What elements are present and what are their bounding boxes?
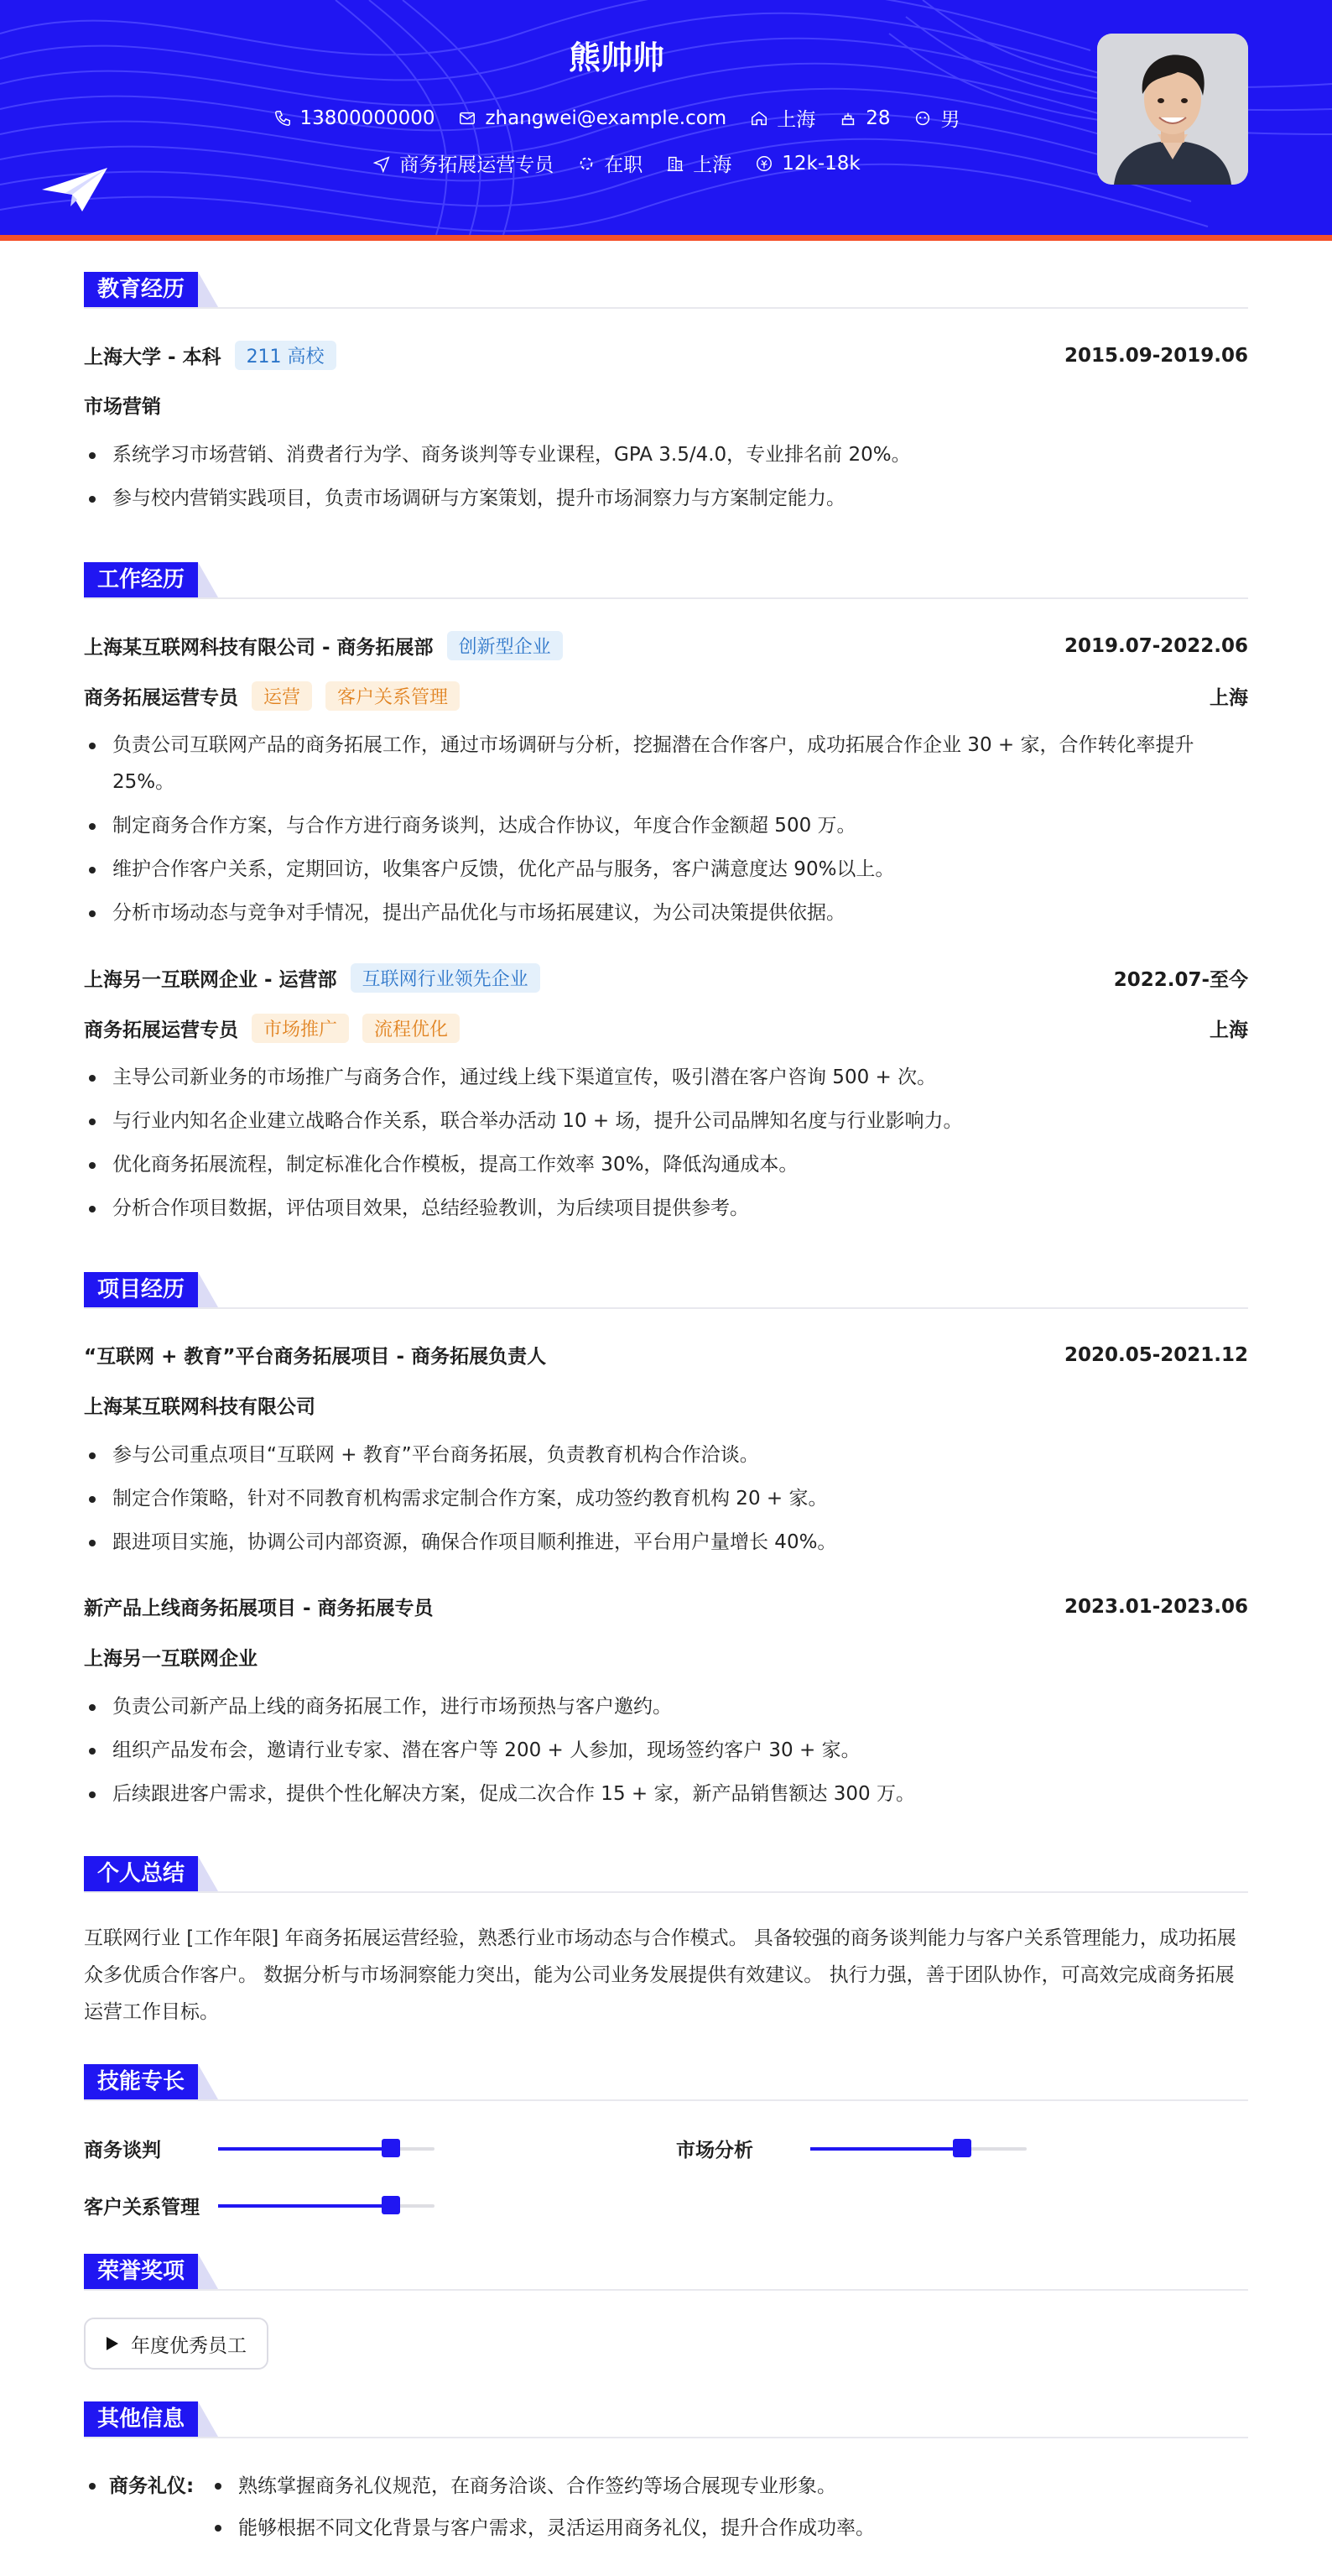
project-name: 新产品上线商务拓展项目 - 商务拓展专员 — [84, 1598, 434, 1619]
job-bullets — [84, 727, 1248, 938]
section-work-label: 工作经历 — [84, 562, 198, 597]
skill-level-knob — [382, 2139, 400, 2157]
job-date: 2019.07-2022.06 — [1064, 634, 1248, 657]
skill-item — [84, 2192, 434, 2219]
job-skill-tag: 运营 — [252, 681, 312, 711]
other-info-bullets — [210, 2465, 1248, 2549]
section-divider — [84, 597, 1248, 599]
section-other-label: 其他信息 — [84, 2401, 198, 2437]
status-text: 在职 — [604, 154, 643, 176]
gender-text: 男 — [940, 109, 960, 131]
section-summary-title — [84, 1856, 198, 1891]
job-skill-tag: 流程优化 — [362, 1014, 460, 1043]
job-bullets — [84, 1059, 1248, 1233]
job-skill-tag: 市场推广 — [252, 1014, 349, 1043]
project-org: 上海另一互联网企业 — [84, 1648, 258, 1670]
project-bullets — [84, 1688, 1248, 1819]
list-item: 负责公司互联网产品的商务拓展工作，通过市场调研与分析，挖掘潜在合作客户，成功拓展合作企业 30 + 家，合作转化率提升 25%。 — [84, 727, 1248, 800]
list-item: 制定合作策略，针对不同教育机构需求定制合作方案，成功签约教育机构 20 + 家。 — [84, 1480, 1248, 1517]
list-item: 制定商务合作方案，与合作方进行商务谈判，达成合作协议，年度合作金额超 500 万。 — [84, 807, 1248, 844]
mail-icon — [458, 109, 476, 128]
skill-level-bar — [810, 2147, 1027, 2151]
skill-level-fill — [810, 2147, 962, 2151]
building-icon — [666, 154, 684, 173]
list-item: 能够根据不同文化背景与客户需求，灵活运用商务礼仪，提升合作成功率。 — [210, 2507, 1248, 2549]
list-item: 分析市场动态与竞争对手情况，提出产品优化与市场拓展建议，为公司决策提供依据。 — [84, 894, 1248, 931]
candidate-name: 熊帅帅 — [568, 39, 664, 76]
cake-icon — [839, 109, 857, 128]
city-text: 上海 — [693, 154, 732, 176]
job-skill-tag: 客户关系管理 — [325, 681, 460, 711]
gender-info — [913, 104, 960, 132]
job-role-group — [84, 681, 460, 711]
avatar — [1097, 34, 1248, 185]
job-role: 商务拓展运营专员 — [84, 687, 238, 709]
list-item: 熟练掌握商务礼仪规范，在商务洽谈、合作签约等场合展现专业形象。 — [210, 2465, 1248, 2507]
paper-plane-icon — [40, 164, 109, 215]
list-item: 分析合作项目数据，评估项目效果，总结经验教训，为后续项目提供参考。 — [84, 1190, 1248, 1227]
section-projects-title — [84, 1272, 198, 1307]
project-header — [84, 1341, 1248, 1369]
project-name-group — [84, 1593, 434, 1620]
list-item: 负责公司新产品上线的商务拓展工作，进行市场预热与客户邀约。 — [84, 1688, 1248, 1725]
section-education-title — [84, 272, 198, 307]
section-summary-label: 个人总结 — [84, 1856, 198, 1891]
list-item: 参与校内营销实践项目，负责市场调研与方案策划，提升市场洞察力与方案制定能力。 — [84, 480, 1248, 517]
section-education-label: 教育经历 — [84, 272, 198, 307]
section-skills-title — [84, 2064, 198, 2099]
job-intent-row — [0, 149, 1233, 177]
project-name: “互联网 + 教育”平台商务拓展项目 - 商务拓展负责人 — [84, 1346, 547, 1368]
skill-name: 市场分析 — [676, 2140, 753, 2161]
resume-header — [0, 0, 1332, 235]
position-info — [372, 149, 554, 177]
skill-level-fill — [218, 2147, 391, 2151]
phone-icon — [273, 109, 292, 128]
other-info-key: 商务礼仪: — [84, 2465, 194, 2507]
job-date: 2022.07-至今 — [1113, 969, 1248, 991]
section-divider — [84, 307, 1248, 309]
email-text: zhangwei@example.com — [485, 107, 727, 129]
job-header — [84, 631, 1248, 660]
skill-name: 商务谈判 — [84, 2140, 161, 2161]
section-divider — [84, 2099, 1248, 2101]
section-work-title — [84, 562, 198, 597]
award-item — [84, 2318, 268, 2370]
job-role-row — [84, 681, 1248, 711]
job-company-group — [84, 963, 540, 993]
skill-level-knob — [953, 2139, 971, 2157]
list-item: 组织产品发布会，邀请行业专家、潜在客户等 200 + 人参加，现场签约客户 30 + 家。 — [84, 1732, 1248, 1769]
education-bullets — [84, 436, 1248, 524]
send-icon — [372, 154, 391, 173]
job-company-tag: 创新型企业 — [447, 631, 563, 660]
age-info — [839, 107, 890, 129]
status-icon — [577, 154, 596, 173]
skill-item — [84, 2135, 434, 2162]
skill-level-knob — [382, 2196, 400, 2214]
section-divider — [84, 2289, 1248, 2291]
list-item: 维护合作客户关系，定期回访，收集客户反馈，优化产品与服务，客户满意度达 90%以上。 — [84, 851, 1248, 888]
email-info — [458, 107, 726, 129]
job-role-group — [84, 1014, 460, 1043]
project-org: 上海某互联网科技有限公司 — [84, 1396, 315, 1418]
project-date: 2023.01-2023.06 — [1064, 1595, 1248, 1618]
city-info — [666, 149, 731, 177]
job-company-tag: 互联网行业领先企业 — [351, 963, 540, 993]
education-major: 市场营销 — [84, 396, 161, 418]
section-projects-label: 项目经历 — [84, 1272, 198, 1307]
list-item: 主导公司新业务的市场推广与商务合作，通过线上线下渠道宣传，吸引潜在客户咨询 500 + 次。 — [84, 1059, 1248, 1096]
home-icon — [750, 109, 768, 128]
job-location: 上海 — [1210, 687, 1248, 709]
section-divider — [84, 1307, 1248, 1309]
money-icon — [755, 154, 773, 173]
phone-info — [273, 107, 435, 129]
section-other-title — [84, 2401, 198, 2437]
salary-info — [755, 153, 860, 175]
list-item: 后续跟进客户需求，提供个性化解决方案，促成二次合作 15 + 家，新产品销售额达 300 万。 — [84, 1776, 1248, 1812]
status-info — [577, 149, 643, 177]
contact-row — [0, 104, 1233, 132]
job-company-group — [84, 631, 563, 660]
project-header — [84, 1593, 1248, 1620]
job-company: 上海某互联网科技有限公司 - 商务拓展部 — [84, 637, 434, 659]
hometown-text: 上海 — [777, 109, 816, 131]
section-divider — [84, 2437, 1248, 2438]
education-date: 2015.09-2019.06 — [1064, 344, 1248, 367]
section-divider — [84, 1891, 1248, 1893]
education-school: 上海大学 - 本科 — [84, 347, 221, 368]
job-header — [84, 963, 1248, 993]
list-item: 参与公司重点项目“互联网 + 教育”平台商务拓展，负责教育机构合作洽谈。 — [84, 1437, 1248, 1473]
phone-text: 13800000000 — [299, 107, 435, 129]
skill-level-fill — [218, 2204, 391, 2208]
education-tag: 211 高校 — [235, 341, 336, 370]
skill-name: 客户关系管理 — [84, 2197, 200, 2219]
age-text: 28 — [866, 107, 891, 129]
education-school-group — [84, 341, 336, 370]
salary-text: 12k-18k — [782, 152, 861, 175]
education-header — [84, 341, 1248, 370]
project-bullets — [84, 1437, 1248, 1567]
skill-item — [676, 2135, 1027, 2162]
play-icon — [106, 2336, 119, 2351]
job-role: 商务拓展运营专员 — [84, 1019, 238, 1041]
job-company: 上海另一互联网企业 - 运营部 — [84, 969, 337, 991]
project-name-group — [84, 1341, 546, 1369]
list-item: 与行业内知名企业建立战略合作关系，联合举办活动 10 + 场，提升公司品牌知名度与行业影响力。 — [84, 1103, 1248, 1139]
summary-text: 互联网行业 [工作年限] 年商务拓展运营经验，熟悉行业市场动态与合作模式。 具备较强的商务谈判能力与客户关系管理能力，成功拓展众多优质合作客户。 数据分析与市场洞察能力突出，能为公司业务发展提供有效建议。 执行力强，善于团队协作，可高效完成商务拓展运营工作目标。 — [84, 1927, 1236, 2023]
list-item: 优化商务拓展流程，制定标准化合作模板，提高工作效率 30%，降低沟通成本。 — [84, 1146, 1248, 1183]
hometown-info — [750, 104, 815, 132]
header-accent-bar — [0, 235, 1332, 241]
list-item: 跟进项目实施，协调公司内部资源，确保合作项目顺利推进，平台用户量增长 40%。 — [84, 1524, 1248, 1561]
section-awards-label: 荣誉奖项 — [84, 2254, 198, 2289]
section-skills-label: 技能专长 — [84, 2064, 198, 2099]
list-item: 系统学习市场营销、消费者行为学、商务谈判等专业课程，GPA 3.5/4.0，专业排名前 20%。 — [84, 436, 1248, 473]
section-awards-title — [84, 2254, 198, 2289]
position-text: 商务拓展运营专员 — [399, 154, 554, 176]
job-location: 上海 — [1210, 1019, 1248, 1041]
skill-level-bar — [218, 2204, 434, 2208]
skill-level-bar — [218, 2147, 434, 2151]
award-name: 年度优秀员工 — [131, 2334, 247, 2357]
job-role-row — [84, 1014, 1248, 1043]
project-date: 2020.05-2021.12 — [1064, 1343, 1248, 1366]
gender-icon — [913, 109, 932, 128]
avatar-portrait — [1097, 34, 1248, 185]
